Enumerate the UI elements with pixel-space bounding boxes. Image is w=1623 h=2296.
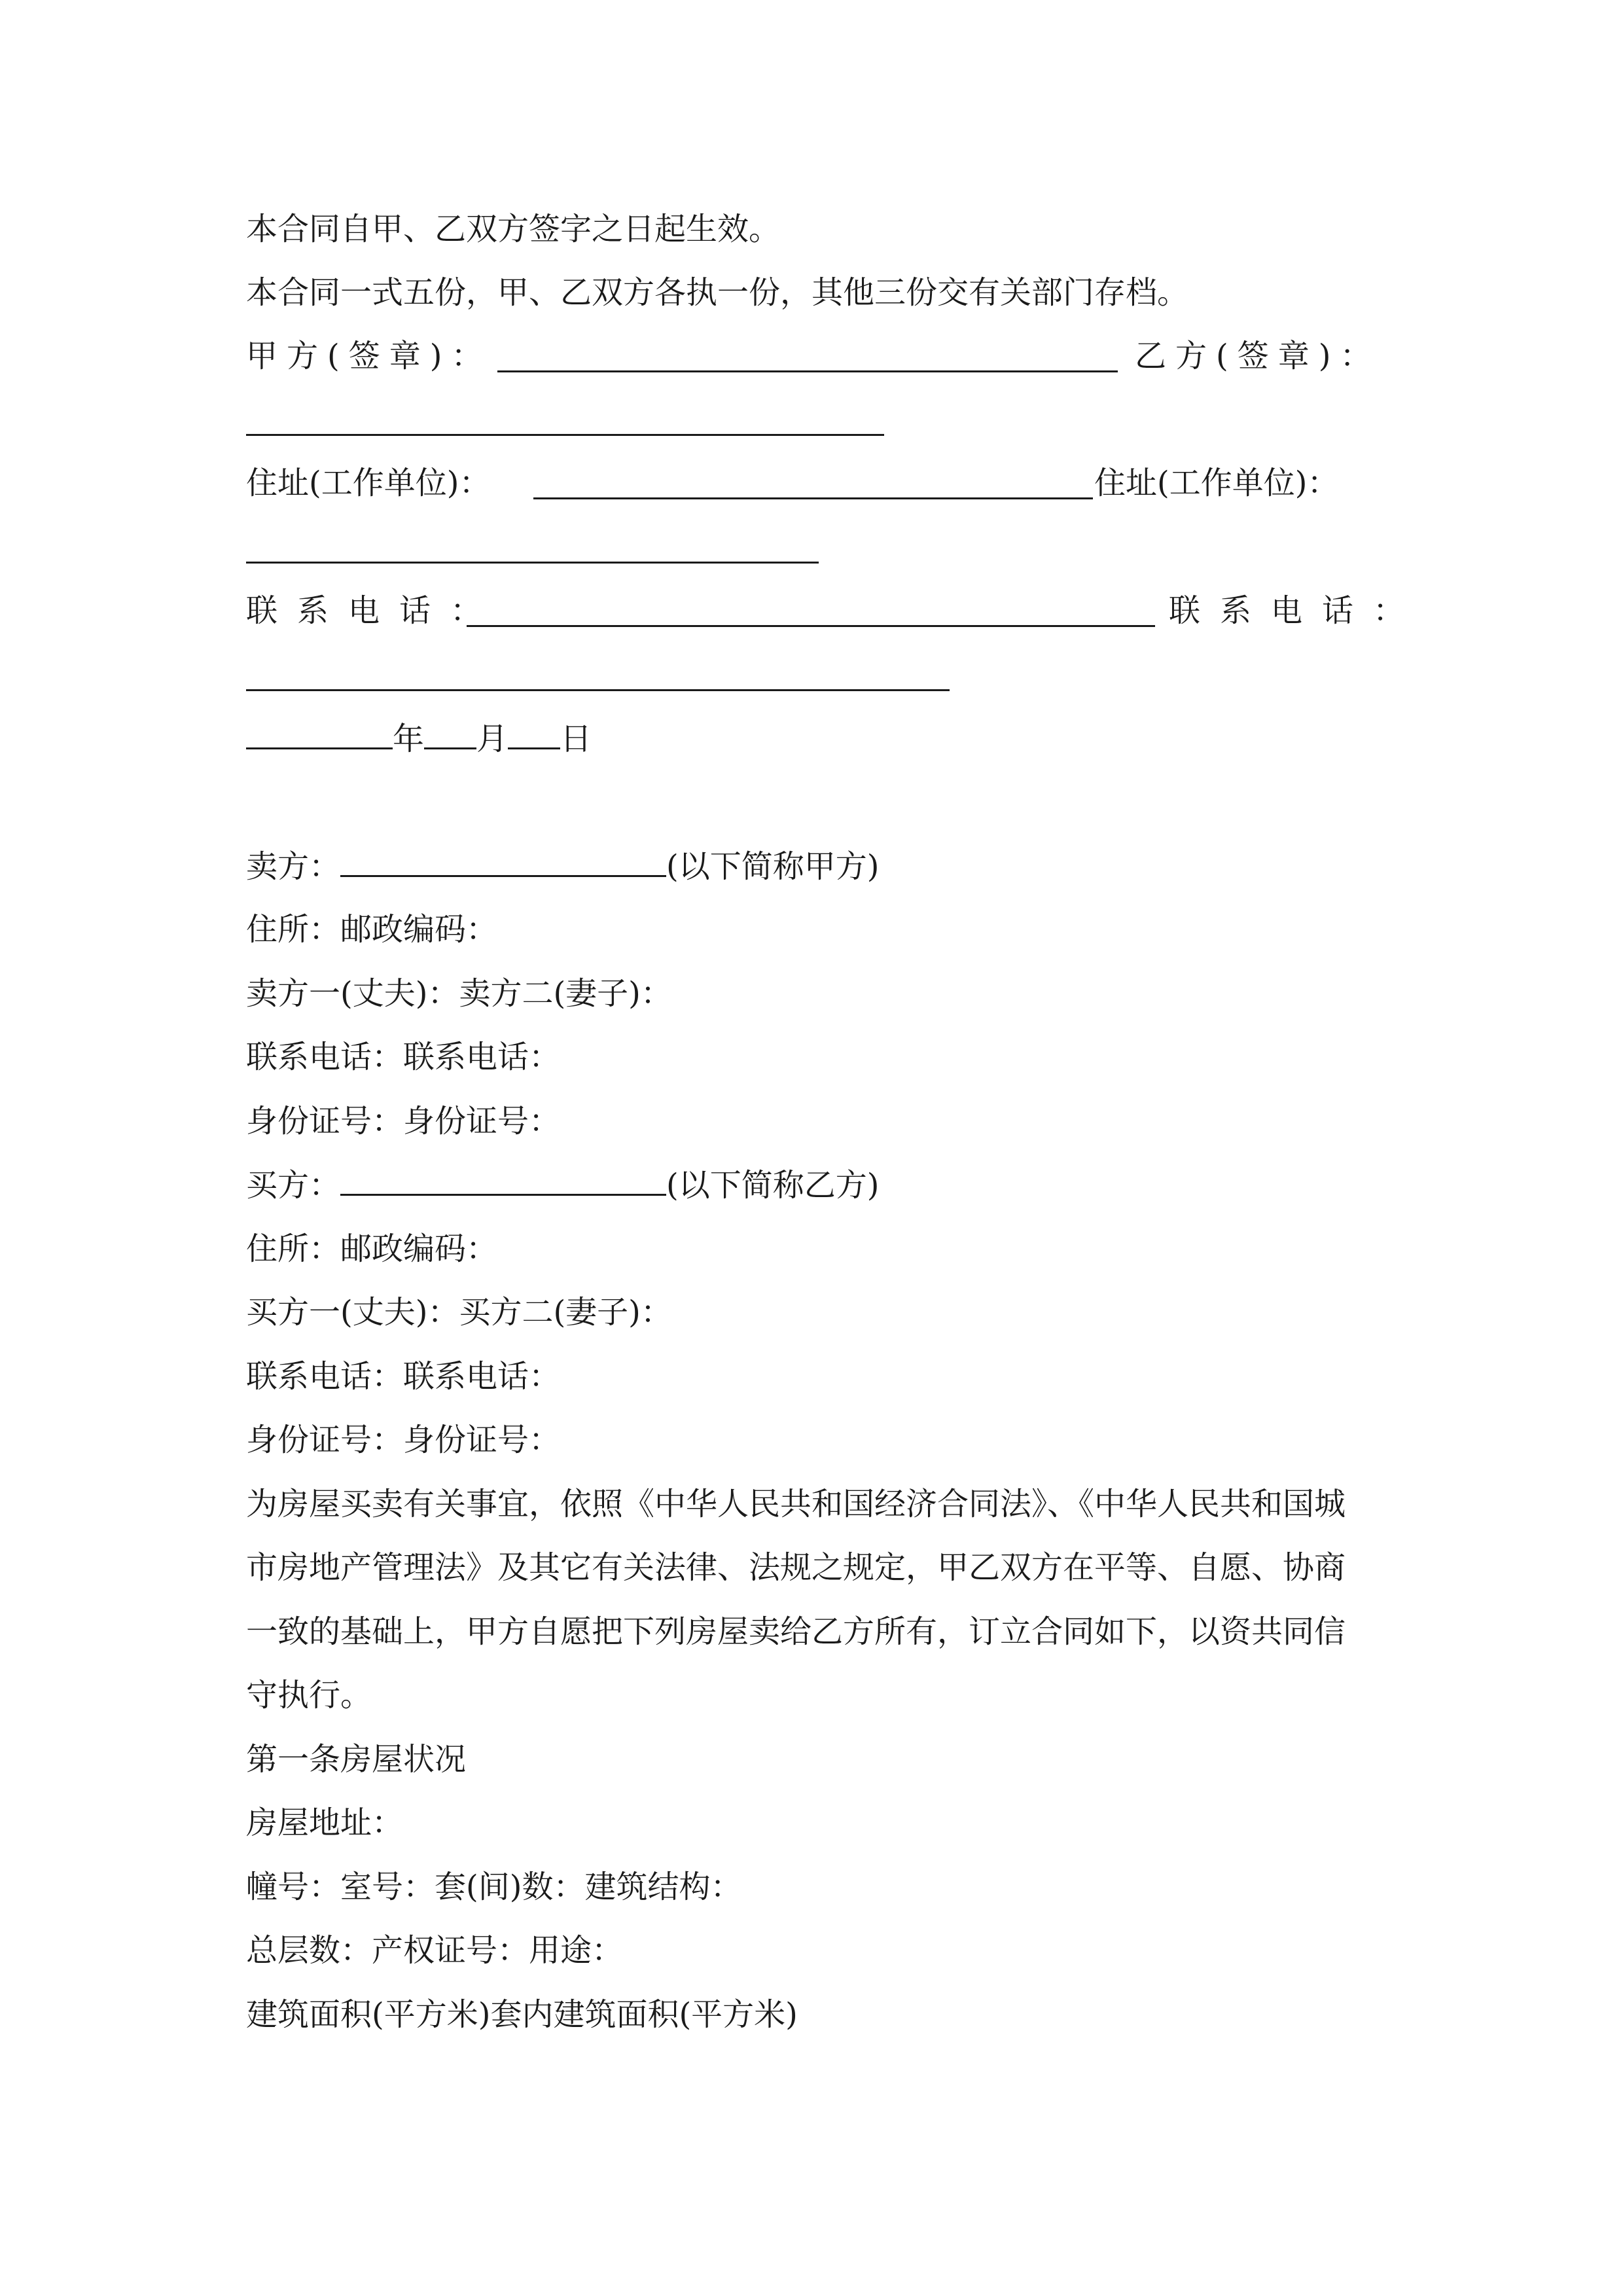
address-b-blank[interactable] xyxy=(246,562,819,564)
copies-clause: 本合同一式五份，甲、乙双方各执一份，其他三份交有关部门存档。 xyxy=(246,274,1189,311)
article1-area: 建筑面积(平方米)套内建筑面积(平方米) xyxy=(246,1996,798,2033)
address-a-blank[interactable] xyxy=(533,497,1093,499)
seller-residence: 住所：邮政编码： xyxy=(246,911,498,948)
seller-ids: 身份证号：身份证号： xyxy=(246,1103,561,1139)
phone-b-blank[interactable] xyxy=(246,689,950,691)
phone-a-label: 联系电话： xyxy=(246,592,502,629)
address-a-label: 住址(工作单位)： xyxy=(246,465,491,501)
buyer-phones: 联系电话：联系电话： xyxy=(246,1358,561,1395)
seller-line xyxy=(246,846,879,886)
address-b-label: 住址(工作单位)： xyxy=(1094,465,1339,501)
seller-alias: (以下简称甲方) xyxy=(666,848,880,885)
buyer-alias: (以下简称乙方) xyxy=(666,1167,880,1204)
buyer-line xyxy=(246,1165,879,1205)
party-a-sign-blank[interactable] xyxy=(497,370,1118,372)
effective-clause: 本合同自甲、乙双方签字之日起生效。 xyxy=(246,211,781,247)
day-blank[interactable] xyxy=(508,719,560,749)
date-line xyxy=(246,719,592,759)
article1-address: 房屋地址： xyxy=(246,1804,404,1841)
buyer-persons: 买方一(丈夫)：买方二(妻子)： xyxy=(246,1294,672,1331)
article1-units: 幢号：室号：套(间)数：建筑结构： xyxy=(246,1869,742,1905)
month-label: 月 xyxy=(476,721,508,757)
preamble-line-1: 为房屋买卖有关事宜，依照《中华人民共和国经济合同法》、《中华人民共和国城 xyxy=(246,1486,1346,1522)
seller-phones: 联系电话：联系电话： xyxy=(246,1039,561,1075)
article1-floors: 总层数：产权证号：用途： xyxy=(246,1932,624,1969)
phone-b-label: 联系电话： xyxy=(1169,592,1425,629)
party-a-sign-label: 甲方(签章)： xyxy=(246,338,492,374)
seller-persons: 卖方一(丈夫)：卖方二(妻子)： xyxy=(246,975,672,1012)
preamble-line-2: 市房地产管理法》及其它有关法律、法规之规定，甲乙双方在平等、自愿、协商 xyxy=(246,1549,1346,1586)
preamble-line-4: 守执行。 xyxy=(246,1677,372,1713)
preamble-line-3: 一致的基础上，甲方自愿把下列房屋卖给乙方所有，订立合同如下，以资共同信 xyxy=(246,1613,1346,1650)
party-b-sign-blank[interactable] xyxy=(246,434,884,436)
article1-title: 第一条房屋状况 xyxy=(246,1741,467,1778)
seller-label: 卖方： xyxy=(246,848,341,885)
year-label: 年 xyxy=(393,721,425,757)
buyer-name-blank[interactable] xyxy=(340,1165,666,1196)
buyer-residence: 住所：邮政编码： xyxy=(246,1230,498,1267)
phone-a-blank[interactable] xyxy=(467,625,1155,627)
buyer-ids: 身份证号：身份证号： xyxy=(246,1422,561,1458)
day-label: 日 xyxy=(560,721,592,757)
party-b-sign-label: 乙方(签章)： xyxy=(1135,338,1381,374)
seller-name-blank[interactable] xyxy=(340,846,666,877)
month-blank[interactable] xyxy=(424,719,476,749)
buyer-label: 买方： xyxy=(246,1167,341,1204)
year-blank[interactable] xyxy=(246,719,393,749)
